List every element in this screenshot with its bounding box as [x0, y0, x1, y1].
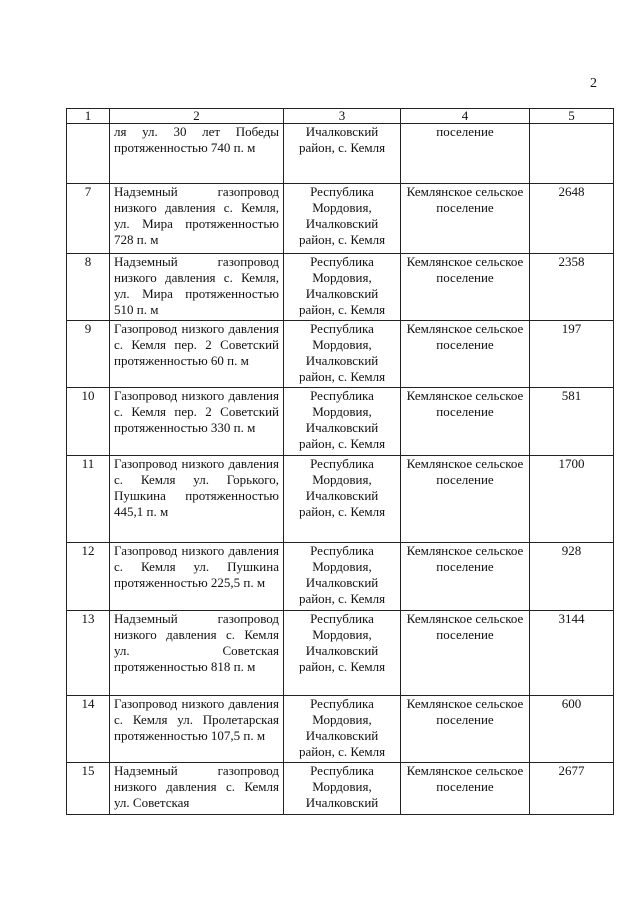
- location-cell: Республика Мордовия, Ичалковский район, с. Кемля: [284, 184, 401, 254]
- object-name-cell: Надземный газопровод низкого давления с. Кемля ул. Советская: [110, 763, 284, 815]
- owner-cell: Кемлянское сельское поселение: [401, 543, 530, 611]
- table-row: [67, 184, 614, 254]
- object-name-cell: Надземный газопровод низкого давления с. Кемля ул. Советская протяженностью 818 п. м: [110, 611, 284, 696]
- row-number-cell: 8: [67, 254, 110, 321]
- table-row: [67, 254, 614, 321]
- object-name-cell: ля ул. 30 лет Победы протяженностью 740 п. м: [110, 124, 284, 184]
- row-number-cell: 12: [67, 543, 110, 611]
- table-row: [67, 611, 614, 696]
- table-row: [67, 124, 614, 184]
- table-row: [67, 543, 614, 611]
- row-number-cell: [67, 124, 110, 184]
- owner-cell: Кемлянское сельское поселение: [401, 696, 530, 763]
- owner-cell: Кемлянское сельское поселение: [401, 184, 530, 254]
- owner-cell: Кемлянское сельское поселение: [401, 456, 530, 543]
- column-header-value: 5: [530, 109, 614, 124]
- row-number-cell: 10: [67, 388, 110, 456]
- value-cell: 2648: [530, 184, 614, 254]
- owner-cell: Кемлянское сельское поселение: [401, 611, 530, 696]
- object-name-cell: Надземный газопровод низкого давления с. Кемля, ул. Мира протяженностью 510 п. м: [110, 254, 284, 321]
- location-cell: Ичалковский район, с. Кемля: [284, 124, 401, 184]
- location-cell: Республика Мордовия, Ичалковский район, с. Кемля: [284, 456, 401, 543]
- owner-cell: Кемлянское сельское поселение: [401, 763, 530, 815]
- object-name-cell: Газопровод низкого давления с. Кемля ул. Пролетарская протяженностью 107,5 п. м: [110, 696, 284, 763]
- table-row: [67, 763, 614, 815]
- value-cell: 928: [530, 543, 614, 611]
- column-header-owner: 4: [401, 109, 530, 124]
- object-name-cell: Газопровод низкого давления с. Кемля ул. Пушкина протяженностью 225,5 п. м: [110, 543, 284, 611]
- location-cell: Республика Мордовия, Ичалковский район, с. Кемля: [284, 321, 401, 388]
- column-header-number: 1: [67, 109, 110, 124]
- column-header-name: 2: [110, 109, 284, 124]
- row-number-cell: 15: [67, 763, 110, 815]
- value-cell: 1700: [530, 456, 614, 543]
- row-number-cell: 11: [67, 456, 110, 543]
- owner-cell: Кемлянское сельское поселение: [401, 254, 530, 321]
- location-cell: Республика Мордовия, Ичалковский район, с. Кемля: [284, 388, 401, 456]
- owner-cell: Кемлянское сельское поселение: [401, 388, 530, 456]
- value-cell: 2358: [530, 254, 614, 321]
- column-header-location: 3: [284, 109, 401, 124]
- location-cell: Республика Мордовия, Ичалковский район, с. Кемля: [284, 696, 401, 763]
- value-cell: 2677: [530, 763, 614, 815]
- value-cell: [530, 124, 614, 184]
- object-name-cell: Надземный газопровод низкого давления с. Кемля, ул. Мира протяженностью 728 п. м: [110, 184, 284, 254]
- row-number-cell: 9: [67, 321, 110, 388]
- table-row: [67, 388, 614, 456]
- location-cell: Республика Мордовия, Ичалковский район, с. Кемля: [284, 543, 401, 611]
- object-name-cell: Газопровод низкого давления с. Кемля ул. Горького, Пушкина протяженностью 445,1 п. м: [110, 456, 284, 543]
- property-registry-table: [66, 108, 614, 815]
- value-cell: 581: [530, 388, 614, 456]
- value-cell: 3144: [530, 611, 614, 696]
- location-cell: Республика Мордовия, Ичалковский район, с. Кемля: [284, 611, 401, 696]
- location-cell: Республика Мордовия, Ичалковский район, с. Кемля: [284, 254, 401, 321]
- owner-cell: Кемлянское сельское поселение: [401, 321, 530, 388]
- table-row: [67, 696, 614, 763]
- value-cell: 600: [530, 696, 614, 763]
- location-cell: Республика Мордовия, Ичалковский: [284, 763, 401, 815]
- page-number: 2: [590, 76, 597, 91]
- object-name-cell: Газопровод низкого давления с. Кемля пер. 2 Советский протяженностью 330 п. м: [110, 388, 284, 456]
- row-number-cell: 14: [67, 696, 110, 763]
- table-header-row: [67, 109, 614, 124]
- row-number-cell: 7: [67, 184, 110, 254]
- table-row: [67, 456, 614, 543]
- table-row: [67, 321, 614, 388]
- object-name-cell: Газопровод низкого давления с. Кемля пер. 2 Советский протяженностью 60 п. м: [110, 321, 284, 388]
- owner-cell: поселение: [401, 124, 530, 184]
- value-cell: 197: [530, 321, 614, 388]
- row-number-cell: 13: [67, 611, 110, 696]
